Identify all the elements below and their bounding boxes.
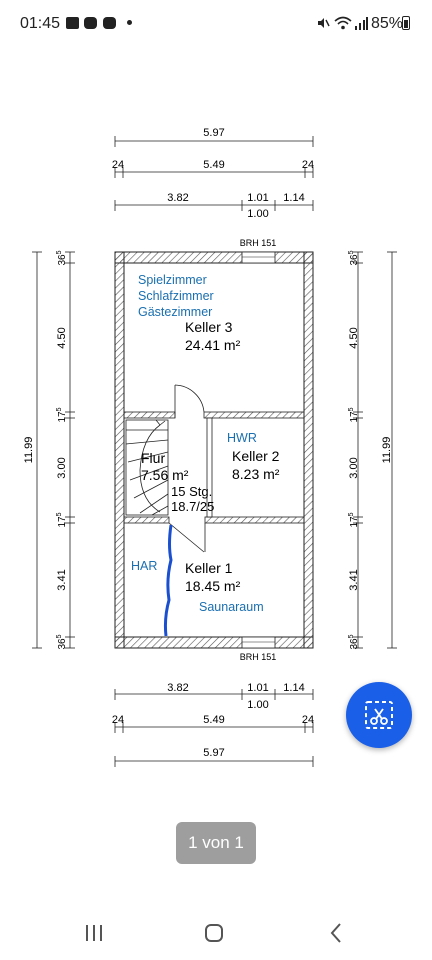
dim-side-total-right: 11.99 [381, 436, 393, 464]
dim-side-a-left: $36^5$ [56, 250, 68, 266]
back-icon [328, 922, 344, 944]
dim-side-b-right: 4.50 [348, 327, 360, 349]
keller3-use2: Schlafzimmer [138, 289, 214, 303]
home-button[interactable] [194, 918, 234, 948]
mute-icon [316, 16, 330, 30]
recent-apps-icon [83, 923, 105, 943]
dim-side-a-right: $36^5$ [348, 250, 360, 266]
dim-superscript: 5 [348, 634, 355, 639]
dim-side-e-left: $17^5$ [56, 512, 68, 528]
dim-superscript: 5 [348, 512, 355, 517]
wifi-icon [334, 15, 352, 31]
home-icon [203, 922, 225, 944]
keller2-area: 8.23 m² [232, 466, 280, 482]
keller3-use1: Spielzimmer [138, 273, 207, 287]
dim-superscript: 5 [348, 407, 355, 412]
dim-top-seg1: 3.82 [167, 192, 189, 204]
dim-side-total-left: 11.99 [23, 436, 35, 464]
battery-icon [402, 16, 410, 30]
keller3-area: 24.41 m² [185, 337, 241, 353]
flur-name: Flur [141, 450, 166, 466]
signal-icon [354, 17, 368, 30]
battery-percent: 85% [371, 15, 404, 32]
keller3-name: Keller 3 [185, 319, 233, 335]
dim-superscript: 5 [56, 407, 63, 412]
dim-side-e-right: $17^5$ [348, 512, 360, 528]
dim-side-f-right: 3.41 [348, 569, 360, 591]
dim-superscript: 5 [56, 634, 63, 639]
dim-bottom-seg2: 1.01 [247, 682, 269, 694]
hwr-label: HWR [227, 431, 257, 445]
dim-top-seg2: 1.01 [247, 192, 269, 204]
clock: 01:45 [20, 15, 61, 32]
dim-superscript: 5 [56, 250, 63, 255]
dim-side-g-right: $36^5$ [348, 634, 360, 650]
dim-top-inner: 5.49 [203, 159, 225, 171]
gallery-icon [66, 17, 79, 29]
dim-bottom-wall-left: 24 [111, 714, 125, 726]
recent-apps-button[interactable] [74, 918, 114, 948]
crop-scissors-icon [362, 698, 396, 732]
dim-superscript: 5 [348, 250, 355, 255]
har-label: HAR [131, 559, 158, 573]
status-bar [0, 0, 432, 48]
dim-bottom-wall-right: 24 [301, 714, 315, 726]
page-indicator: 1 von 1 [176, 822, 256, 864]
dim-bottom-inner: 5.49 [203, 714, 225, 726]
dim-top-total: 5.97 [203, 127, 225, 139]
dim-superscript: 5 [56, 512, 63, 517]
dim-side-b-left: 4.50 [56, 327, 68, 349]
back-button[interactable] [316, 918, 356, 948]
keller3-use3: Gästezimmer [138, 305, 213, 319]
brh-bottom-label: BRH 151 [239, 652, 277, 662]
stairs-ratio: 18.7/25 [171, 499, 215, 514]
dim-bottom-seg-sub: 1.00 [247, 699, 269, 711]
dim-bottom-seg3: 1.14 [283, 682, 305, 694]
dim-side-f-left: 3.41 [56, 569, 68, 591]
keller1-use: Saunaraum [199, 600, 264, 614]
youtube-icon [84, 17, 97, 29]
notification-dot-icon [127, 20, 132, 25]
flur-area: 7.56 m² [141, 467, 189, 483]
dim-side-c-right: $17^5$ [348, 407, 360, 423]
dim-top-seg3: 1.14 [283, 192, 305, 204]
dim-top-seg-sub: 1.00 [247, 208, 269, 220]
crop-button[interactable] [346, 682, 412, 748]
left-dimensions [32, 252, 75, 648]
drain-pipe [165, 525, 171, 636]
dim-side-c-left: $17^5$ [56, 407, 68, 423]
dim-bottom-seg1: 3.82 [167, 682, 189, 694]
brh-top-label: BRH 151 [239, 238, 277, 248]
navigation-bar [0, 900, 432, 960]
dim-top-wall-left: 24 [111, 159, 125, 171]
youtube-icon [103, 17, 116, 29]
dim-side-d-right: 3.00 [348, 457, 360, 479]
keller2-name: Keller 2 [232, 448, 280, 464]
keller1-name: Keller 1 [185, 560, 233, 576]
dim-top-wall-right: 24 [301, 159, 315, 171]
keller1-area: 18.45 m² [185, 578, 241, 594]
dim-side-g-left: $36^5$ [56, 634, 68, 650]
dim-bottom-total: 5.97 [203, 747, 225, 759]
dim-side-d-left: 3.00 [56, 457, 68, 479]
stairs-count: 15 Stg. [171, 484, 213, 499]
